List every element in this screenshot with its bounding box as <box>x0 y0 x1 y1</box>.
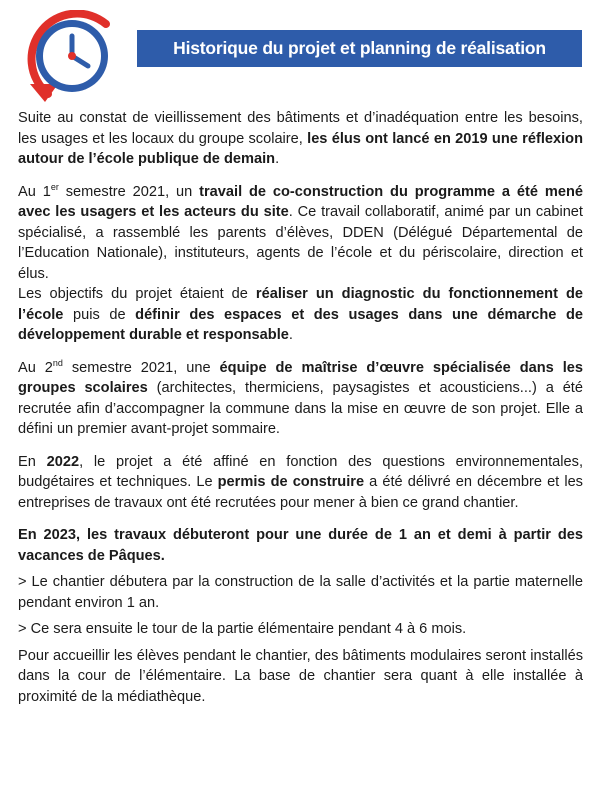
paragraph-phase-2: > Ce sera ensuite le tour de la partie élémentaire pendant 4 à 6 mois. <box>18 621 467 637</box>
paragraph-2023-heading: En 2023, les travaux débuteront pour une durée de 1 an et demi à partir des vacances de Pâques. <box>18 527 583 564</box>
paragraph-2022: En 2022, le projet a été affiné en fonction des questions environnementales, budgétaires et techniques. Le permis de construire a été délivré en décembre et les entreprises de travaux ont été recrutées pour mener à bien ce grand chantier. <box>18 453 584 511</box>
paragraph-2021-s1: Au 1er semestre 2021, un travail de co-construction du programme a été mené avec les usagers et les acteurs du site. Ce travail collaboratif, animé par un cabinet spécialisé, a rassemblé les parents d’élèves, DDEN (Délégué Départemental de l’Education Nationale), instituteurs, agents de l’école et du périscolaire, direction et élus. <box>18 181 583 282</box>
paragraph-2021-s2: Au 2nd semestre 2021, une équipe de maîtrise d’œuvre spécialisée dans les groupes scolaires (architectes, thermiciens, paysagistes et acousticiens...) a été recrutée afin d’accompagner la commune dans la mise en œuvre de son projet. Elle a défini un premier avant-projet sommaire. <box>18 357 583 437</box>
paragraph-phase-1: > Le chantier débutera par la construction de la salle d’activités et la partie maternelle pendant environ 1 an. <box>18 574 583 611</box>
paragraph-objectives: Les objectifs du projet étaient de réaliser un diagnostic du fonctionnement de l’école puis de définir des espaces et des usages dans une démarche de développement durable et responsable. <box>18 286 584 343</box>
clock-icon <box>8 10 126 102</box>
article-body <box>18 108 583 719</box>
paragraph-modular-buildings: Pour accueillir les élèves pendant le chantier, des bâtiments modulaires seront installés dans la cour de l’élémentaire. La base de chantier sera quant à elle installée à proximité de la médiathèque. <box>18 647 583 705</box>
section-title-bar <box>137 30 582 67</box>
header <box>0 0 595 100</box>
paragraph-context: Suite au constat de vieillissement des bâtiments et d’inadéquation entre les besoins, les usages et les locaux du groupe scolaire, les élus ont lancé en 2019 une réflexion autour de l’école publique de demain. <box>18 110 583 167</box>
section-title: Historique du projet et planning de réalisation <box>173 38 546 58</box>
